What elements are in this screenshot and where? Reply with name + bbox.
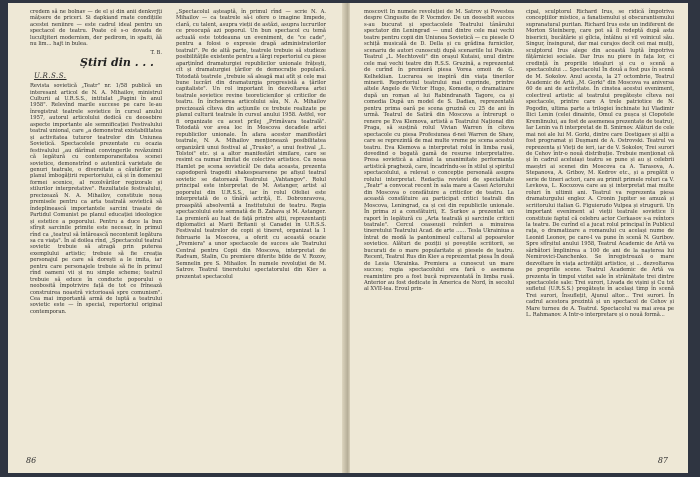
right-column-2 [526,9,674,319]
author-signature: T. B. [150,49,162,56]
section-heading: Știri din . . . [80,56,154,70]
intro-paragraph: credem să ne bolnav — de el și din anii denkvrjți mâțsere de priceri. Si dapkiand rnate condițiile acestei neniinre — este cadrul ideal pentru un spectacol de teatru. Poate cê s-o dovada de lucultjiteri modernism, der pedirom, in spaiti, ăă nu lim... hajt in bulea. [30,9,162,48]
left-column-1 [30,9,162,315]
left-page [8,3,346,473]
article-body: „Spectacolul așteaptă, în primul rînd — scrie N. A. Mihailov — ca teatrele să-i ofere o imagine limpede, clară, cu talent, asupra vieții de astăzi, asupra lucrurilor ce preocupă azi poporul. Un bun spectacol cu temă actuală este totdeauna un eveniment, de "ce cade", pentru a folosi o expresie dragă administratorilor teatrali". Pe de altă parte, teatrele trebuie să studieze posibilitățile existente pentru a lărgi repertoriul cu piese aparținînd dramaturgiei republicilor unionale frățești, cît și dramaturgiei țărilor de democrație populară. Totodată teatrele „trebuie să aleagă mai atît și cele mai bune lucrări din dramaturgia progresistă a țărilor capitaliste". Un rol important în dezvoltarea artei teatrale sovietice revine teoreticienilor și criticilor de teatru. În încheierea articolului său, N. A. Mihailov precizează cîteva din acțiunile ce trebuie realizate pe planul culturii teatrale în cursul anului 1958. Astfel, vor fi organizate cu acest prilej „Primăvara teatrală". Totodată vor avea loc în Moscova decadele artei republicilor unionale. În afara acestor manifestări teatrale, N. A. Mihailov menționează posibilitatea organizării unui festival al „Trusko", a unui festival „L. Tolstoi" etc. și a altor manifestări similare, care se resimt ca numar limitat de colective artistice. Cu noua Hamlet pe scena sovietică! De data aceasta, prezenta capodoperă tragedii shakespeareene pe afișul teatral sovietic se datorează Teatrului „Vahtangov". Rolul principal este interpretat de M. Astanger, artist al poporului din U.R.S.S., iar în rolul Ofeliei este interpretată de o tînără actriță, E. Dobronravova, proaspătă absolventă a Institutului de teatru. Regia spectacolului este semnată de B. Zahava și M. Astanger. La premieră au luat de față printre alții, reprezentanți diplomatici ai Marii Britanii și Canadei în U.R.S.S. Festivalul teatrelor de copii și tineret, organizat la 1 februarie la Moscova, a oferit cu această ocazie „Premiera" a unor spectacole de succes ale Teatrului Central pentru Copii din Moscova, interpretat de Radvam, Stalin, Cu premiere diferite bilde de V. Rozov, Semnelin pre S. Mihailov. În numele revoluției de M. Satrov. Teatrul tineretului spectatorului din Kiev a prezentat spectacolul [176,9,326,280]
country-label: U.R.S.S. [34,71,67,80]
right-page [350,3,688,473]
page-number: 86 [26,456,37,465]
article-body: Revista sovietică „Teatr" nr. 1/58 publică un interesant articol de N. A. Mihailov, ministrul Culturii al U.R.S.S., intitulat „Pagini în anul 1958". Relevînd marile succese pe care le-au înregistrat teatrele sovietice în cursul anului 1957, autorul articolului dedică cu deosebire aspecte importante ale semnificației Festivalului teatral unional, care „a demonstrat existabilitatea și activitatea tuturor teatrelor din Uniunea Sovietică. Spectacolele prezentate cu ocazia festivalului „au dărîmat convingerile revăzuimii că legătură cu contemporaneitatea scenei sovietice, demonstrînd o autentică varietate de genuri teatrale, o diversitate a căutărilor pe planul îmbogățirii repertoriului, că și în domeniul formei scenice, al rezolvărilor regizorale și stilurilor interpretative". Rezultatele festivalului, precizează N. A. Mihailov, constituie noua premisele pentru ca arta teatrală sovietică să îndeplinească importantele sarcini trasate de Partidul Comunist pe planul educației ideologice și estetice a poporului. Pentru a duce la bun sfîrșit sarcinile primite este necesar, în primul rînd ca „teatrul să întărească necontenit legătura sa cu viața". În al doilea rînd, „Spectacolul teatral sovietic trebuie să atragă prin puterea exemplului artistic; trebuie să fie creația personajul pe care să dorești a le imita, iar pentru care personajele trebuie să fie în primul rînd oameni vii și nu simple scheme; teatrul trebuie să educe în conducte poporului o neobosită împotrivire față de tot ce frînează construirea noastră victorioasă spre comunism". Cea mai importantă armă de luptă a teatrului sovietic este — în special, repertoriul original contemporan. [30,83,162,315]
article-body: moscovit In numele revoluției de M. Satrov și Povestea despre Cingusite de P. Vocmdov. De un deosebit succes s-au bucurat și spectacolele Teatrului tânărului spectator din Leningrad — unul dintre cele mai vechi teatre pentru copii din Uniunea Sovietică — cu piesele O schiță musicală de D. Della și cu grădina furnicilor, scenariu de autori cunoscuți după scenariile lui Puskin. Teatrul „L. Mechtoveli" din orașul Kutaisi, unul dintre cele mai vechi teatre din R.S.S. Gruzină, a reprezentat de curînd în premieră piesa Vorea omoii de G. Kelheklian. Lucrarea se inspiră din viața tinerilor minerii. Repertoriul teatrului mai cuprinde, printre altele Angelo de Victor Hugo, Komedie, o dramatizare după un roman al lui Rabindranath Tagore, ca și comedia După un model de S. Dadian, reprezentată pentru prima oară pe scena gruzină cu 25 de ani în urmă. Teatrul de Satiră din Moscova a întrerupt o renere pe Eva Klemova, artistă a Teatrului Național din Praga, să susțină rolul Vivian Warren în cîteva spectacole cu piesa Profesiunea d-nei Warren de Shaw, care se reprezintă de mai multe vreme pe scena acestui teatru. Eva Klemova a interpretat rolul în limba rusă, dovedind o bogată gamă de resurse interpretative. Presa sovietică a aliniat la unanimitate performanța artistică pragheză, care, încadrîndu-se în stilul și spiritul spectacolului, a relevat o concepție personală asupra rolului interpretat. Redacția revistei de specialitate „Teatr" a convocat recent în sala mare a Casei Actorului din Moscova o consfătuire a criticilor de teatru. La această consfătuire au participat critici teatrali din Moscova, Leningrad, ca și cei din republicile unionale. În prima zi a consfătuirii, E. Surkov a prezentat un raport în legătură cu „Arta teatrală și sarcinile criticii teatrale". Cercul ceaseușii reînferi a minuirea tineretului Teatrului Acad. de arte ...... Tesla Ukrainiua a întrat de modă la pantonimeul cultural al popoarelor sovietice. Alături de poziții și poveștile scriitorii, se bucurati de o mare popularitate și piesele de teatru. Recent, Teatrul Rus din Kiev a reprezentat piesa În două de Lesia Ukrainka. Premiera a cunoscut un mare succes; regia spectacolului era fară o asemena reamintire pro a fost bucă reprezentată în limba rusă. Anterior au fost dedicate în America de Nord, în secolul al XVII-lea. Eroul prin- [364,9,514,293]
right-column-1 [364,9,514,293]
open-book [8,3,688,473]
left-column-2 [176,9,326,280]
page-number: 87 [657,456,668,465]
article-body: cipal, sculptorul Richard Irus, se ridică împotriva concepțiilor mistice, a fanatismului și obscurantismului supranatural puritan. Richard Irus este un indiferent de Morton Steinberg, care pot să îl redeptă după asta bisericii, bucătărie și gîlcia, întâlnu și vil voinicul său. Singur, însingurat, dar mai curajos decît cei mai mulți, sculptorul Irus alege din această luptă împotriva fățărniciei sociale. Dar Irus nu piere în fața lor, ci credință în propriile idealuri și cu o scenă a spectacolului ... Spectacolul În două a fost pus în scenă de M. Sokolov. Anul acesta, la 27 octombrie, Teatrul Academic de Artă „M. Gorki" din Moscova va aniversa 60 de ani de activitate. În cinstea acestui eveniment, colectivul artistic al teatrului pregătește cîteva noi spectacole, printre care A trele patriotice de N. Pogodin, ultima parte a trilogiei închinate lui Vladimir Ilici Lenin (celei dinainte, Omul cu pușca și Clopotele Kremlinului, au fost de asemenea prezentate de teatru), Iar Lenin va fi interpretat de B. Smirnov. Alături de cele mai noi ale lui M. Gorki, dintre care Dostigaev și alții a fost programat și Dușmani de A. Ostrovski. Teatrul va reprezenta și Vieți de ieri, iar de V. Sokolov, Trei surori de Cehov într-o nouă distribuție. Trebuie menționat că și în cadrul aceluiași teatru se pune și au și celebrii maeștri ai scenei din Moscova ca A. Tarasova, A. Stepanova, A. Gribov, M. Kedrov etc., și a pregătit o serie de tineri actori, care au primit primele roluri ca V. Levkova, L. Kocozova care au și interpretat mai multe roluri în ultimii ani. Teatrul va reprezenta piesa dramaturgului englez A. Cronin Jupiter se amuză și scriitorului italian G. Figuierudo Vulpea și strugurii. Un important eveniment al vieții teatrale sovietice îl constituie faptul că celebru actor Cerkasov s-a reîntors la teatru. De curînd el a jucat rolul principal în Publicul rața, o dramatizare a romanului cu același nume de Leonid Leonov, pe care-l va pune în scenă N. Guribov. Spre sfîrșitul anului 1958, Teatrul Academic de Artă va sărbători împlinirea a 100 de ani de la nașterea lui Nemirovici-Danchenko. Se înregistrează o mare dezvoltare în viața activității artistice, și ... dezvoltarea pe propriile scene. Teatrul Academic de Artă va prezenta în timpul vizitei sale în străinătate trei dintre spectacolele sale: Trei surori, Livada de vișini și Cu tot sufletul (U.R.S.S.) pregătește în același timp în scenă Trei surori, Însuflețit, Ajunul altor... Trei surori. În cadrul acestora prezintă și un spectacol de Cehov și Mare turneu de A. Teatrul. Spectacolul va mai avea pe L. Rahmanov. A Intr-o interpretare și o nouă formă... [526,9,674,319]
